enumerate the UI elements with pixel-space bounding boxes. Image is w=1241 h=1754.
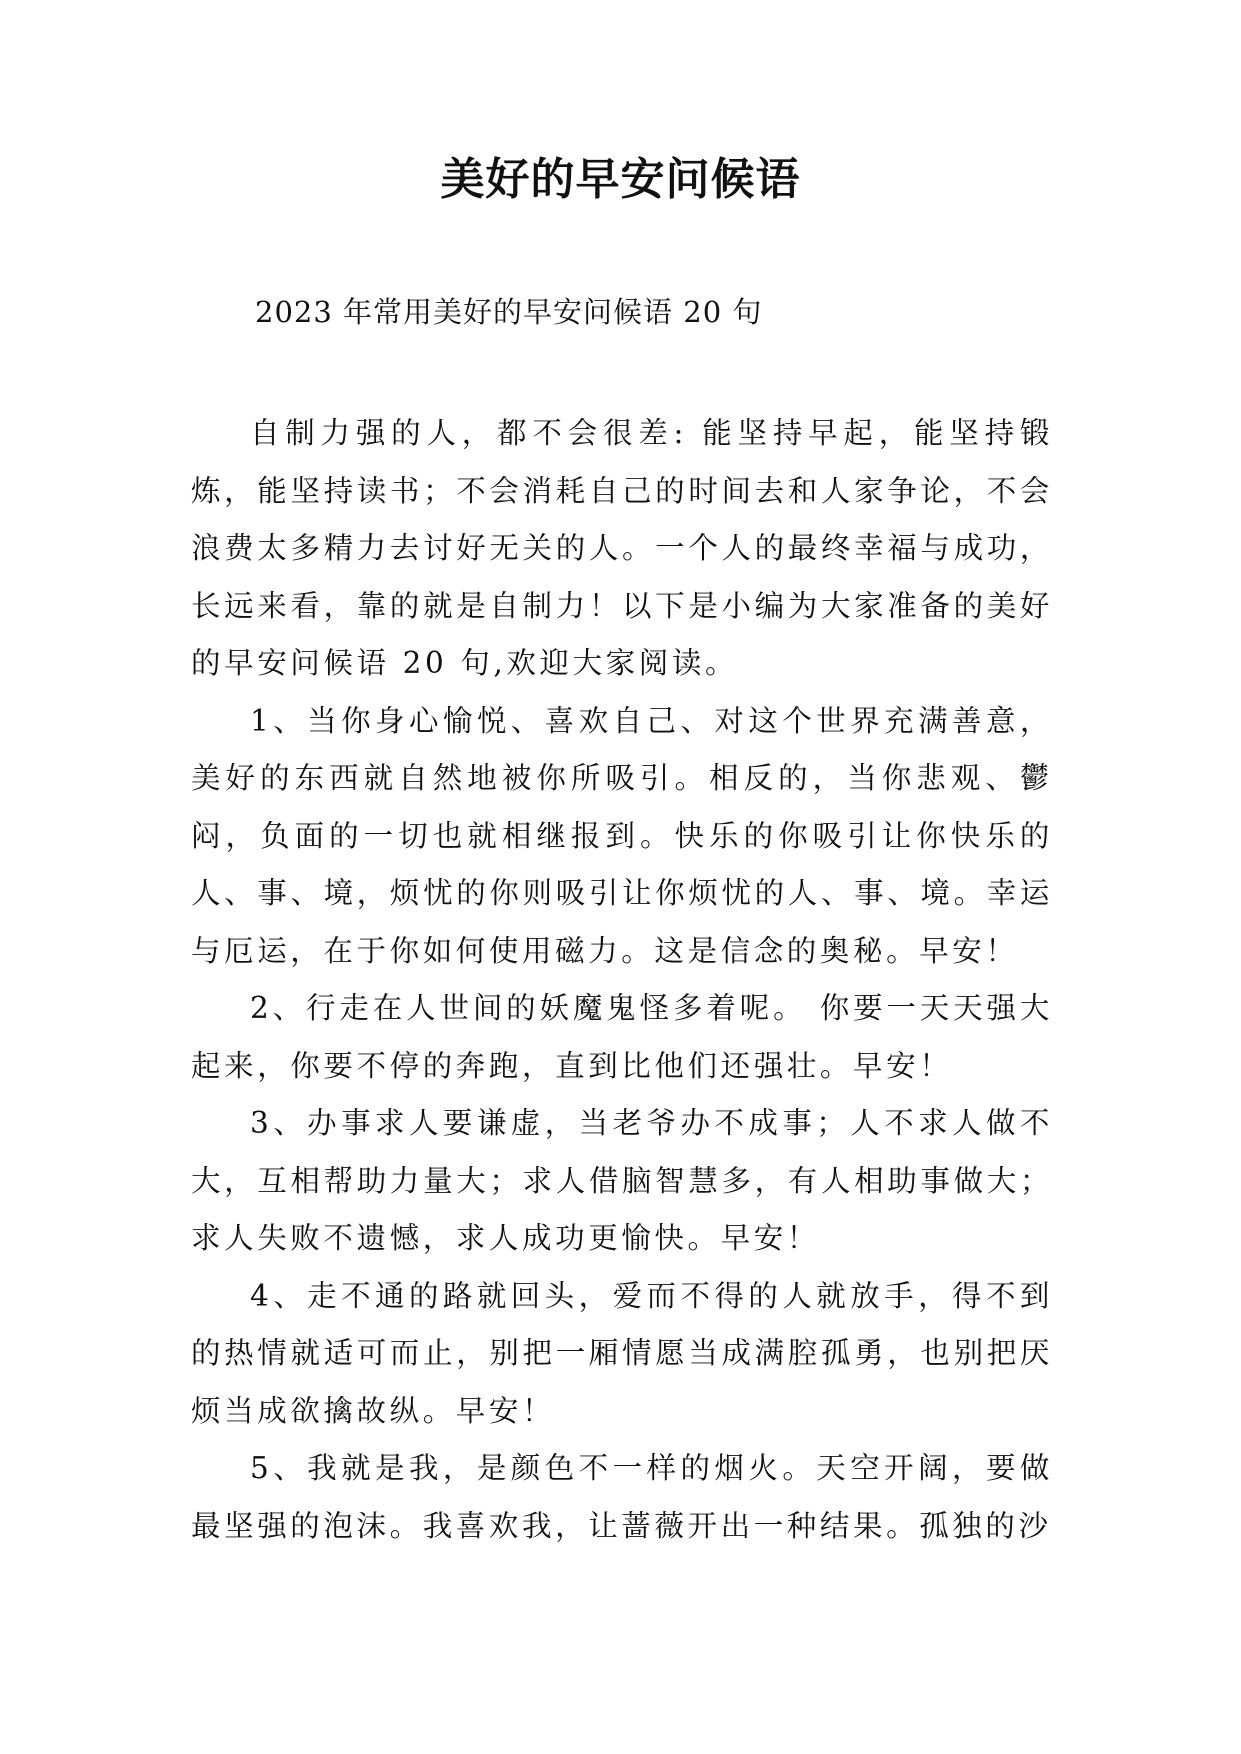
intro-paragraph: 自制力强的人，都不会很差: 能坚持早起，能坚持锻炼，能坚持读书；不会消耗自己的时间去和人家争论，不会浪费太多精力去讨好无关的人。一个人的最终幸福与成功，长远来看，靠的就是自制力！以下是小编为大家准备的美好的早安问候语 20 句,欢迎大家阅读。 [191,416,1053,680]
greeting-paragraph-1: 1、当你身心愉悦、喜欢自己、对这个世界充满善意，美好的东西就自然地被你所吸引。相反的，当你悲观、鬱闷，负面的一切也就相继报到。快乐的你吸引让你快乐的人、事、境，烦忧的你则吸引让你烦忧的人、事、境。幸运与厄运，在于你如何使用磁力。这是信念的奥秘。早安！ [191,703,1053,968]
greeting-paragraph-3: 3、办事求人要谦虚，当老爷办不成事；人不求人做不大，互相帮助力量大；求人借脑智慧多，有人相助事做大；求人失败不遗憾，求人成功更愉快。早安！ [191,1106,1053,1255]
greeting-paragraph-5: 5、我就是我，是颜色不一样的烟火。天空开阔，要做最坚强的泡沫。我喜欢我，让蔷薇开出一种结果。孤独的沙 [191,1451,1053,1543]
greeting-paragraph-4: 4、走不通的路就回头，爱而不得的人就放手，得不到的热情就适可而止，别把一厢情愿当成满腔孤勇，也别把厌烦当成欲擒故纵。早安！ [191,1278,1053,1428]
document-title: 美好的早安问候语 [440,154,801,205]
document-subtitle: 2023 年常用美好的早安问候语 20 句 [255,295,763,329]
document-body [191,405,1053,1555]
greeting-paragraph-2: 2、行走在人世间的妖魔鬼怪多着呢。 你要一天天强大起来，你要不停的奔跑，直到比他们还强壮。早安！ [191,991,1053,1083]
